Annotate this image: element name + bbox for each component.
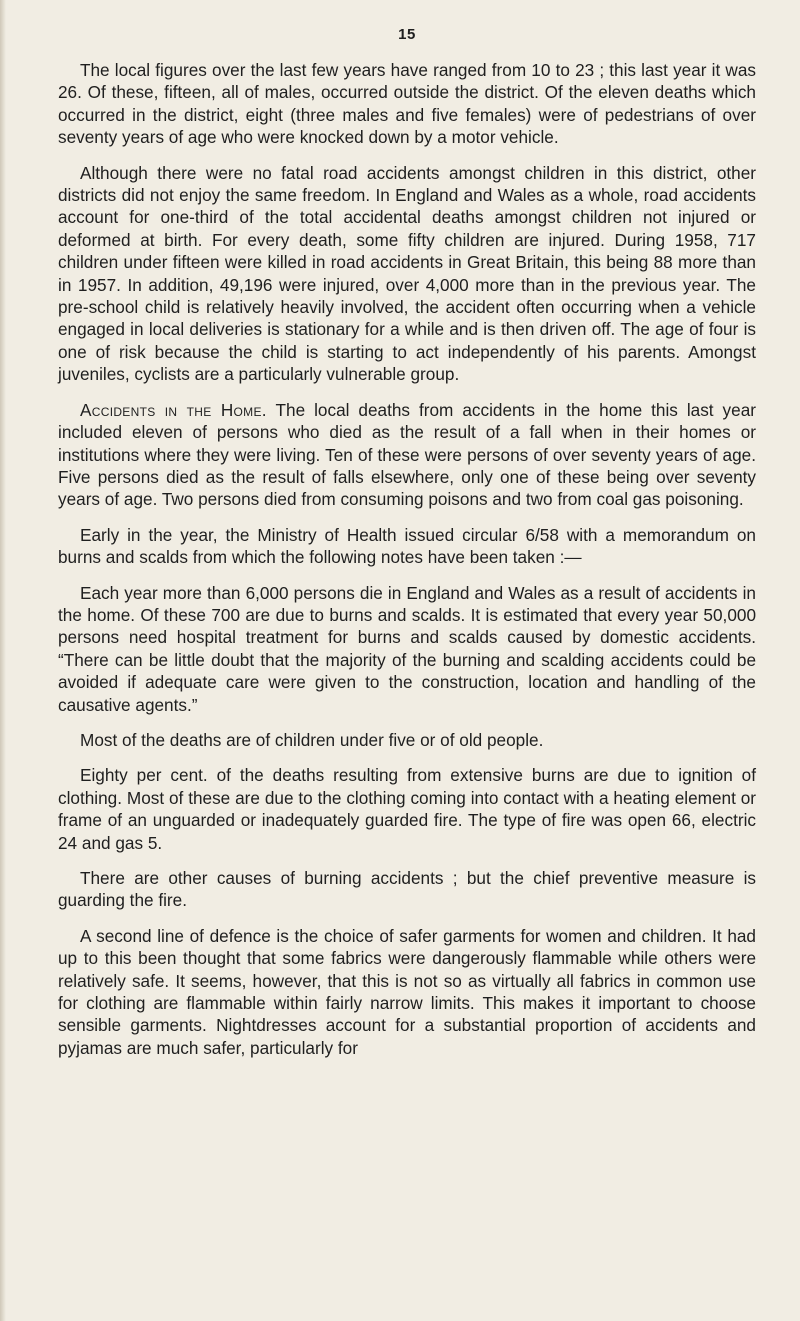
section-heading-accidents-in-home: Accidents in the Home. [80, 399, 267, 420]
paragraph-ignition-of-clothing [58, 764, 756, 854]
paragraph-burns-scalds-statistics [58, 582, 756, 716]
paragraph-guarding-fire [58, 867, 756, 912]
paragraph-road-children [58, 162, 756, 386]
paragraph-accidents-in-home [58, 399, 756, 511]
paragraph-text: Each year more than 6,000 persons die in England and Wales as a result of accidents in the home. Of these 700 are due to burns and scalds. It is estimated that every year 50,000 persons need hospital treatment for burns and scalds caused by domestic accidents. “There can be little doubt that the majority of the burning and scalding accidents could be avoided if adequate care were given to the construction, location and handling of the causative agents.” [58, 582, 756, 715]
paragraph-safer-garments [58, 925, 756, 1059]
paragraph-text: Most of the deaths are of children under five or of old people. [80, 729, 544, 750]
paragraph-text: There are other causes of burning accidents ; but the chief preventive measure is guarding the fire. [58, 868, 756, 911]
paragraph-text: Although there were no fatal road accidents amongst children in this district, other districts did not enjoy the same freedom. In England and Wales as a whole, road accidents account for one-third of the total accidental deaths amongst children not injured or deformed at birth. For every death, some fifty children are injured. During 1958, 717 children under fifteen were killed in road accidents in Great Britain, this being 88 more than in 1957. In addition, 49,196 were injured, over 4,000 more than in the previous year. The pre-school child is relatively heavily involved, the accident often occurring when a vehicle engaged in local deliveries is stationary for a while and is then driven off. The age of four is one of risk because the child is starting to act independently of his parents. Amongst juveniles, cyclists are a particularly vulnerable group. [58, 162, 756, 385]
paragraph-children-old-people [58, 729, 756, 751]
paragraph-text: Early in the year, the Ministry of Health issued circular 6/58 with a memorandum on burns and scalds from which the following notes have been taken :— [58, 524, 756, 568]
paragraph-text: Eighty per cent. of the deaths resulting from extensive burns are due to ignition of clothing. Most of these are due to the clothing coming into contact with a heating element or frame of an unguarded or inadequately guarded fire. The type of fire was open 66, electric 24 and gas 5. [58, 765, 756, 853]
paragraph-text: The local figures over the last few years have ranged from 10 to 23 ; this last year it was 26. Of these, fifteen, all of males, occurred outside the district. Of the eleven deaths which occurred in the district, eight (three males and five females) were of pedestrians of over seventy years of age who were knocked down by a motor vehicle. [58, 60, 756, 148]
paragraph-ministry-circular [58, 524, 756, 569]
paragraph-text: The local deaths from accidents in the home this last year included eleven of persons who died as the result of a fall when in their homes or institutions where they were living. Ten of these were persons of over seventy years of age. Five persons died as the result of falls elsewhere, only one of these being over seventy years of age. Two persons died from consuming poisons and two from coal gas poisoning. [58, 399, 756, 510]
page-binding-edge [0, 0, 6, 1321]
paragraph-text: A second line of defence is the choice of safer garments for women and children. It had up to this been thought that some fabrics were dangerously flammable while others were relatively safe. It seems, however, that this is not so as virtually all fabrics in common use for clothing are flammable within fairly narrow limits. This makes it important to choose sensible garments. Nightdresses account for a substantial proportion of accidents and pyjamas are much safer, particularly for [58, 925, 756, 1058]
paragraph-road-local-figures [58, 59, 756, 149]
page-number: 15 [398, 26, 416, 43]
